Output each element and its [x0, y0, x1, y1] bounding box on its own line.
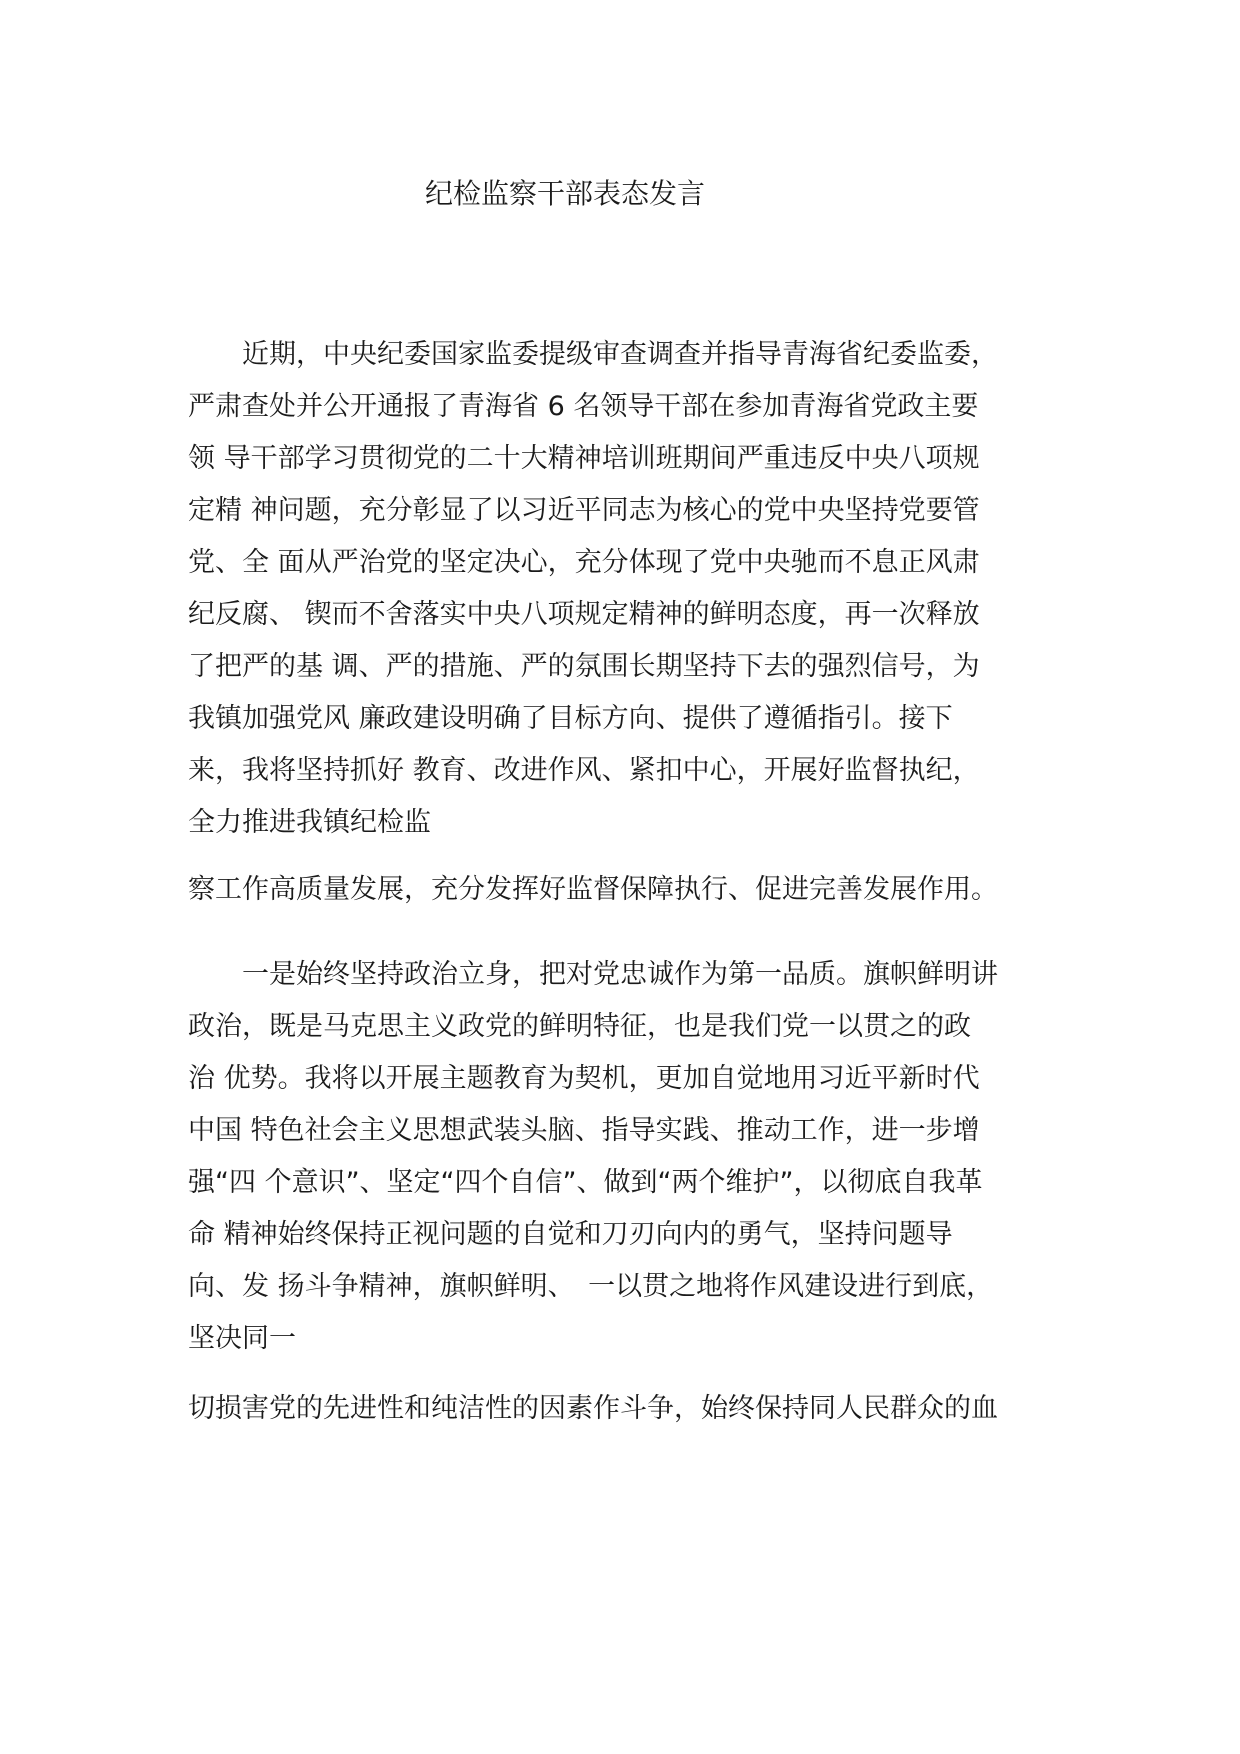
paragraph-line: 了把严的基 调、严的措施、严的氛围长期坚持下去的强烈信号，为	[188, 651, 980, 682]
paragraph-line: 向、发 扬斗争精神，旗帜鲜明、 一以贯之地将作风建设进行到底，	[188, 1271, 994, 1302]
paragraph-line: 切损害党的先进性和纯洁性的因素作斗争，始终保持同人民群众的血	[188, 1393, 998, 1424]
paragraph-line: 一是始终坚持政治立身，把对党忠诚作为第一品质。旗帜鲜明讲	[188, 959, 998, 990]
paragraph-line: 来，我将坚持抓好 教育、改进作风、紧扣中心，开展好监督执纪，	[188, 755, 980, 786]
paragraph-line: 中国 特色社会主义思想武装头脑、指导实践、推动工作，进一步增	[188, 1115, 980, 1146]
paragraph-line: 严肃查处并公开通报了青海省 6 名领导干部在参加青海省党政主要	[188, 391, 979, 422]
paragraph-line: 察工作高质量发展，充分发挥好监督保障执行、促进完善发展作用。	[188, 874, 998, 905]
paragraph-line: 近期，中央纪委国家监委提级审查调查并指导青海省纪委监委，	[188, 339, 998, 370]
paragraph-line: 纪反腐、 锲而不舍落实中央八项规定精神的鲜明态度，再一次释放	[188, 599, 980, 630]
document-title: 纪检监察干部表态发言	[424, 177, 705, 210]
paragraph-line: 领 导干部学习贯彻党的二十大精神培训班期间严重违反中央八项规	[188, 443, 980, 474]
paragraph-line: 全力推进我镇纪检监	[188, 807, 431, 838]
paragraph-line: 定精 神问题，充分彰显了以习近平同志为核心的党中央坚持党要管	[188, 495, 980, 526]
paragraph-line: 治 优势。我将以开展主题教育为契机，更加自觉地用习近平新时代	[188, 1063, 980, 1094]
paragraph-line: 政治，既是马克思主义政党的鲜明特征，也是我们党一以贯之的政	[188, 1011, 971, 1042]
paragraph-line: 命 精神始终保持正视问题的自觉和刀刃向内的勇气，坚持问题导	[188, 1219, 953, 1250]
paragraph-line: 党、全 面从严治党的坚定决心，充分体现了党中央驰而不息正风肃	[188, 547, 980, 578]
paragraph-line: 我镇加强党风 廉政建设明确了目标方向、提供了遵循指引。接下	[188, 703, 953, 734]
paragraph-line: 强“四 个意识”、坚定“四个自信”、做到“两个维护”，以彻底自我革	[188, 1167, 983, 1198]
paragraph-line: 坚决同一	[188, 1323, 296, 1354]
